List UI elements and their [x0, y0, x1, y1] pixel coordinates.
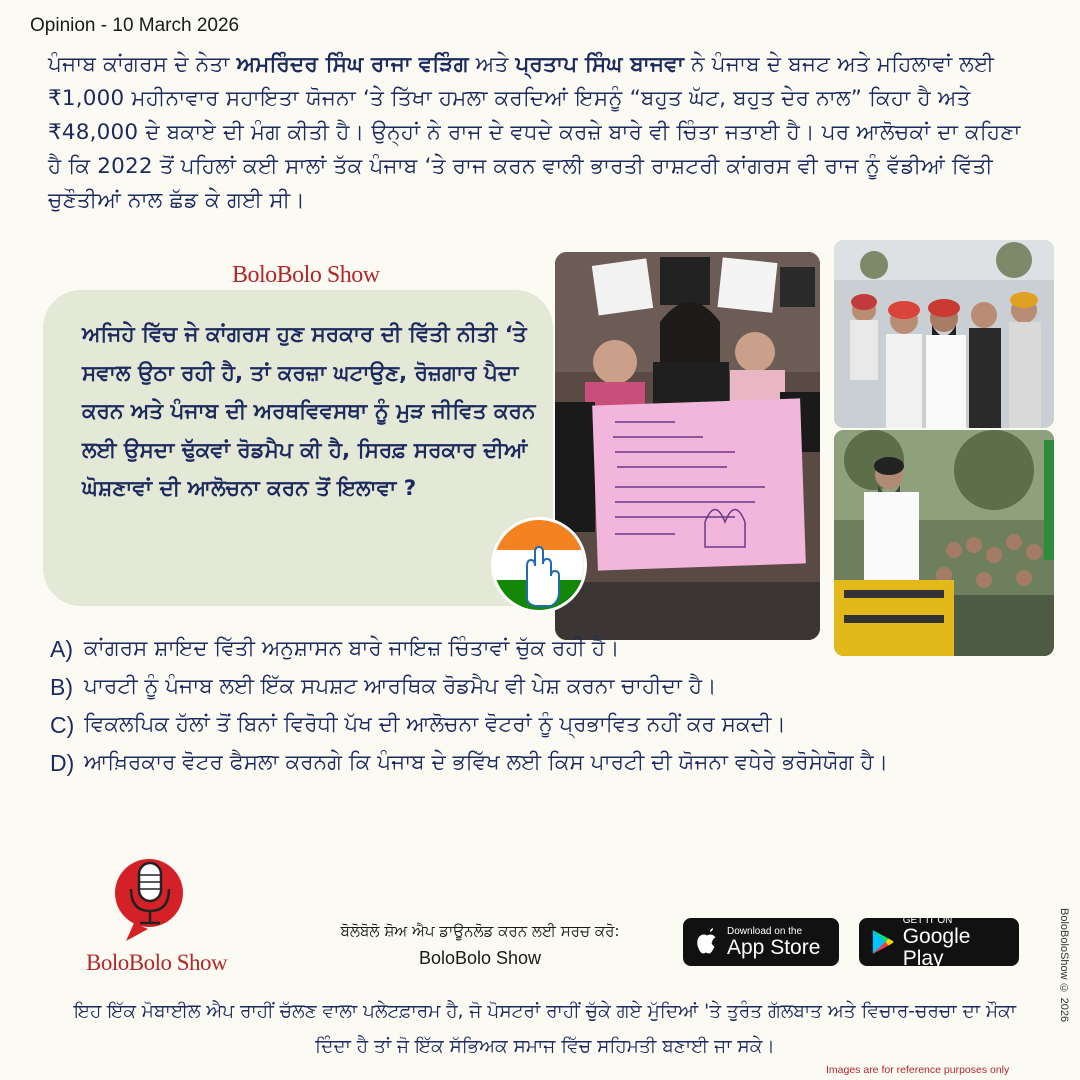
app-store-small-text: Download on the — [727, 925, 803, 937]
leader-name-1: ਅਮਰਿੰਦਰ ਸਿੰਘ ਰਾਜਾ ਵੜਿੰਗ — [236, 52, 469, 77]
option-letter: B) — [50, 674, 73, 700]
question-text: ਅਜਿਹੇ ਵਿੱਚ ਜੇ ਕਾਂਗਰਸ ਹੁਣ ਸਰਕਾਰ ਦੀ ਵਿੱਤੀ ਨੀਤੀ ‘ਤੇ ਸਵਾਲ ਉਠਾ ਰਹੀ ਹੈ, ਤਾਂ ਕਰਜ਼ਾ ਘਟਾਉਣ, ਰੋਜ਼ਗਾਰ ਪੈਦਾ ਕਰਨ ਅਤੇ ਪੰਜਾਬ ਦੀ ਅਰਥਵਿਵਸਥਾ ਨੂੰ ਮੁੜ ਜੀਵਿਤ ਕਰਨ ਲਈ ਉਸਦਾ ਢੁੱਕਵਾਂ ਰੋਡਮੈਪ ਕੀ ਹੈ, ਸਿਰਫ਼ ਸਰਕਾਰ ਦੀਆਂ ਘੋਸ਼ਣਾਵਾਂ ਦੀ ਆਲੋਚਨਾ ਕਰਨ ਤੋਂ ਇਲਾਵਾ ? — [82, 322, 536, 501]
option-letter: C) — [50, 712, 75, 738]
intro-text-3: ਨੇ ਪੰਜਾਬ ਦੇ ਬਜਟ ਅਤੇ ਮਹਿਲਾਵਾਂ ਲਈ ₹1,000 ਮਹੀਨਾਵਾਰ ਸਹਾਇਤਾ ਯੋਜਨਾ ‘ਤੇ ਤਿੱਖਾ ਹਮਲਾ ਕਰਦਿਆਂ ਇਸਨੂੰ “ਬਹੁਤ ਘੱਟ, ਬਹੁਤ ਦੇਰ ਨਾਲ” ਕਿਹਾ ਹੈ ਅਤੇ ₹48,000 ਦੇ ਬਕਾਏ ਦੀ ਮੰਗ ਕੀਤੀ ਹੈ। ਉਨ੍ਹਾਂ ਨੇ ਰਾਜ ਦੇ ਵਧਦੇ ਕਰਜ਼ੇ ਬਾਰੇ ਵੀ ਚਿੰਤਾ ਜਤਾਈ ਹੈ। ਪਰ ਆਲੋਚਕਾਂ ਦਾ ਕਹਿਣਾ ਹੈ ਕਿ 2022 ਤੋਂ ਪਹਿਲਾਂ ਕਈ ਸਾਲਾਂ ਤੱਕ ਪੰਜਾਬ ‘ਤੇ ਰਾਜ ਕਰਨ ਵਾਲੀ ਭਾਰਤੀ ਰਾਸ਼ਟਰੀ ਕਾਂਗਰਸ ਵੀ ਰਾਜ ਨੂੰ ਵੱਡੀਆਂ ਵਿੱਤੀ ਚੁਣੌਤੀਆਂ ਨਾਲ ਛੱਡ ਕੇ ਗਈ ਸੀ। — [48, 52, 1021, 213]
google-play-big-text: Google Play — [902, 924, 971, 970]
option-text: ਵਿਕਲਪਿਕ ਹੱਲਾਂ ਤੋਂ ਬਿਨਾਂ ਵਿਰੋਧੀ ਪੱਖ ਦੀ ਆਲੋਚਨਾ ਵੋਟਰਾਂ ਨੂੰ ਪ੍ਰਭਾਵਿਤ ਨਹੀਂ ਕਰ ਸਕਦੀ। — [84, 712, 786, 737]
option-b[interactable] — [50, 668, 1040, 706]
show-label: BoloBolo Show — [232, 262, 380, 288]
leader-name-2: ਪ੍ਰਤਾਪ ਸਿੰਘ ਬਾਜਵਾ — [515, 52, 685, 77]
option-text: ਪਾਰਟੀ ਨੂੰ ਪੰਜਾਬ ਲਈ ਇੱਕ ਸਪਸ਼ਟ ਆਰਥਿਕ ਰੋਡਮੈਪ ਵੀ ਪੇਸ਼ ਕਰਨਾ ਚਾਹੀਦਾ ਹੈ। — [84, 674, 717, 699]
option-c[interactable] — [50, 706, 1040, 744]
option-letter: A) — [50, 636, 73, 662]
footer-description: ਇਹ ਇੱਕ ਮੋਬਾਈਲ ਐਪ ਰਾਹੀਂ ਚੱਲਣ ਵਾਲਾ ਪਲੇਟਫ਼ਾਰਮ ਹੈ, ਜੋ ਪੋਸਟਰਾਂ ਰਾਹੀਂ ਚੁੱਕੇ ਗਏ ਮੁੱਦਿਆਂ 'ਤੇ ਤੁਰੰਤ ਗੱਲਬਾਤ ਅਤੇ ਵਿਚਾਰ-ਚਰਚਾ ਦਾ ਮੌਕਾ ਦਿੰਦਾ ਹੈ ਤਾਂ ਜੋ ਇੱਕ ਸੱਭਿਅਕ ਸਮਾਜ ਵਿੱਚ ਸਹਿਮਤੀ ਬਣਾਈ ਜਾ ਸਕੇ। — [73, 1001, 1017, 1057]
crowd-photo-bottom-illustration — [834, 430, 1054, 656]
option-text: ਆਖ਼ਿਰਕਾਰ ਵੋਟਰ ਫੈਸਲਾ ਕਰਨਗੇ ਕਿ ਪੰਜਾਬ ਦੇ ਭਵਿੱਖ ਲਈ ਕਿਸ ਪਾਰਟੀ ਦੀ ਯੋਜਨਾ ਵਧੇਰੇ ਭਰੋਸੇਯੋਗ ਹੈ। — [84, 750, 889, 775]
congress-hand-icon — [494, 520, 584, 610]
intro-text-1: ਪੰਜਾਬ ਕਾਂਗਰਸ ਦੇ ਨੇਤਾ — [48, 52, 237, 77]
google-play-icon — [871, 928, 895, 956]
congress-logo — [494, 520, 584, 610]
app-store-button[interactable] — [683, 918, 839, 966]
search-app-name: BoloBolo Show — [418, 948, 542, 968]
logo-text: BoloBolo Show — [86, 950, 228, 975]
image-disclaimer: Images are for reference purposes only — [826, 1064, 1010, 1076]
crowd-photo-top — [834, 240, 1054, 428]
google-play-button[interactable] — [859, 914, 1019, 970]
intro-text-2: ਅਤੇ — [468, 52, 516, 77]
app-store-big-text: App Store — [727, 935, 821, 959]
protest-photo — [555, 252, 820, 640]
google-play-small-text: GET IT ON — [902, 914, 953, 926]
crowd-photo-top-illustration — [834, 240, 1054, 428]
intro-paragraph — [48, 48, 1038, 218]
date-line: Opinion - 10 March 2026 — [30, 15, 240, 36]
option-letter: D) — [50, 750, 75, 776]
copyright-text: BoloBoloShow © 2026 — [1058, 908, 1070, 1023]
search-prompt: ਬੋਲੋਬੋਲੋ ਸ਼ੋਅ ਐਪ ਡਾਊਨਲੋਡ ਕਰਨ ਲਈ ਸਰਚ ਕਰੋ: — [340, 922, 620, 940]
options-list — [50, 630, 1040, 782]
option-a[interactable] — [50, 630, 1040, 668]
protest-photo-illustration — [555, 252, 820, 640]
option-d[interactable] — [50, 744, 1040, 782]
crowd-photo-bottom — [834, 430, 1054, 656]
apple-icon — [695, 928, 719, 956]
microphone-icon — [84, 845, 249, 955]
option-text: ਕਾਂਗਰਸ ਸ਼ਾਇਦ ਵਿੱਤੀ ਅਨੁਸ਼ਾਸਨ ਬਾਰੇ ਜਾਇਜ਼ ਚਿੰਤਾਵਾਂ ਚੁੱਕ ਰਹੀ ਹੈ। — [84, 636, 620, 661]
